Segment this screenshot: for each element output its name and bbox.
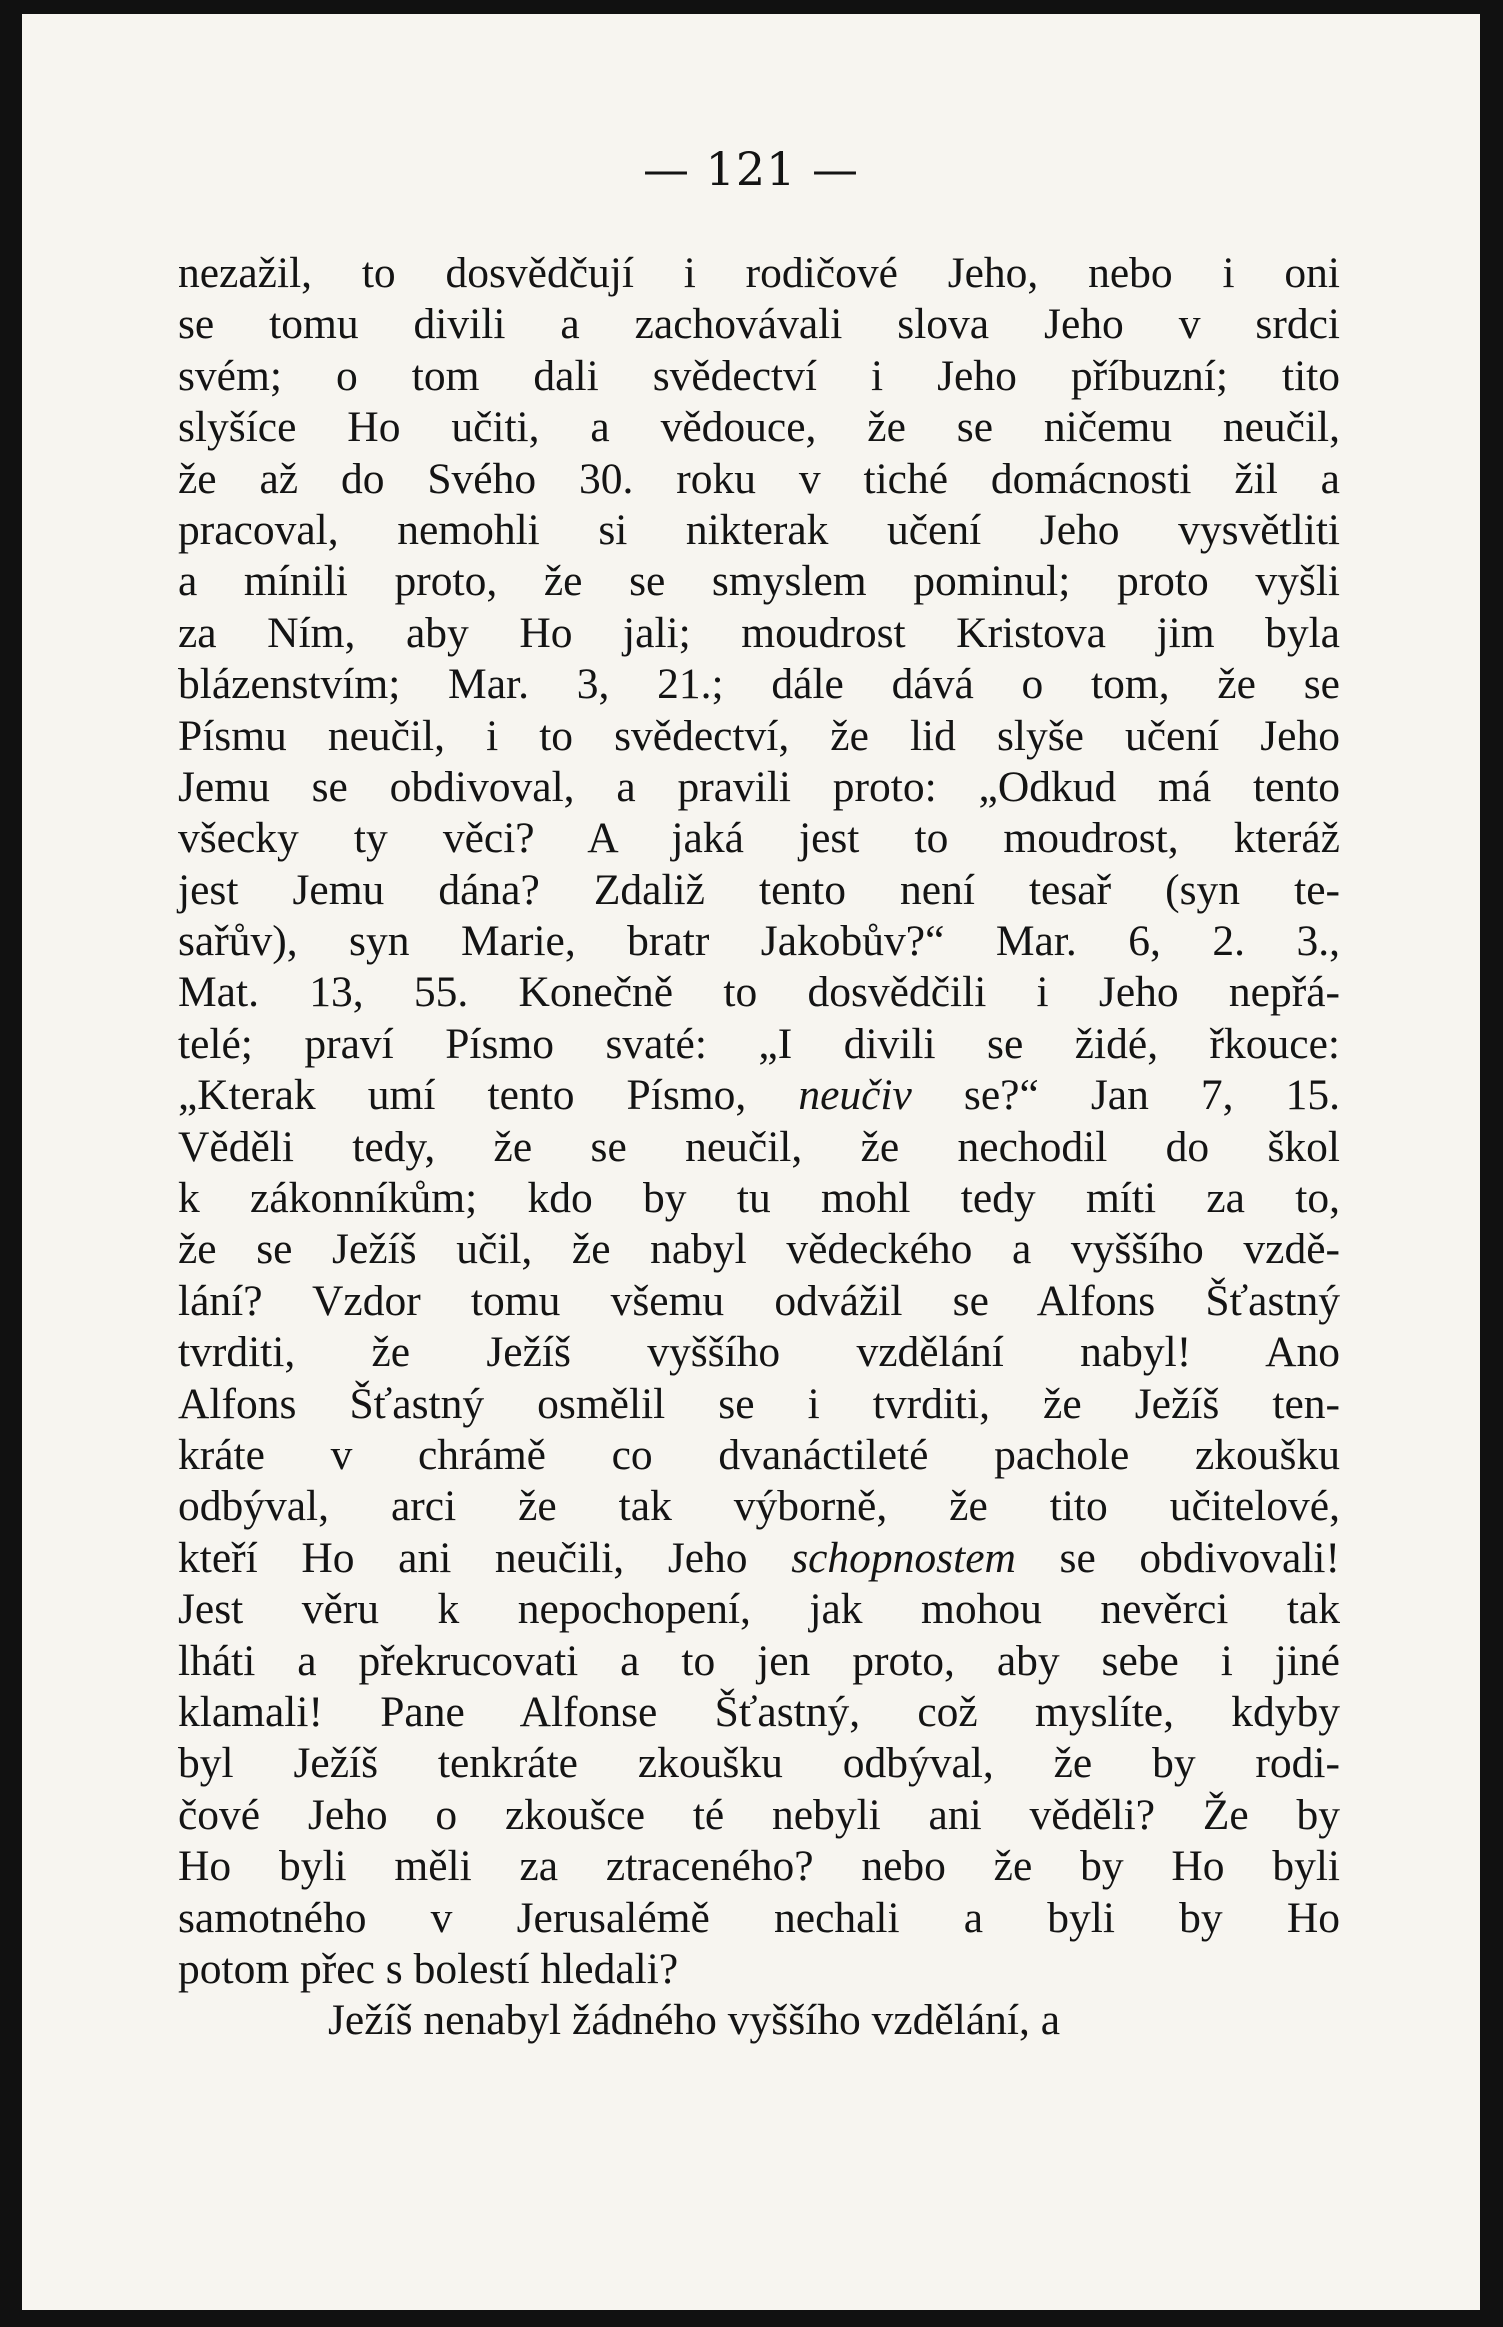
text-line: lháti a překrucovati a to jen proto, aby sebe i jiné bbox=[178, 1636, 1340, 1685]
text-line: Ježíš nenabyl žádného vyššího vzdělání, a bbox=[328, 1996, 1061, 2045]
text-line: jest Jemu dána? Zdaliž tento není tesař (syn te- bbox=[178, 865, 1340, 914]
page-number-header: — 121 — bbox=[642, 142, 860, 196]
text-line: potom přec s bolestí hledali? bbox=[178, 1944, 679, 1993]
text-line: „Kterak umí tento Písmo, neučiv se?“ Jan 7, 15. bbox=[178, 1071, 1340, 1120]
text-line: pracoval, nemohli si nikterak učení Jeho vysvětliti bbox=[178, 505, 1340, 554]
text-line: čové Jeho o zkoušce té nebyli ani věděli? Že by bbox=[178, 1790, 1340, 1839]
text-line: Ho byli měli za ztraceného? nebo že by Ho byli bbox=[178, 1842, 1340, 1891]
italic-word: schopnostem bbox=[791, 1533, 1016, 1582]
text-line: samotného v Jerusalémě nechali a byli by Ho bbox=[178, 1893, 1340, 1942]
book-page bbox=[22, 14, 1480, 2310]
text-line: za Ním, aby Ho jali; moudrost Kristova jim byla bbox=[178, 608, 1340, 657]
text-line: a mínili proto, že se smyslem pominul; proto vyšli bbox=[178, 557, 1340, 606]
text-line: se tomu divili a zachovávali slova Jeho v srdci bbox=[178, 300, 1340, 349]
body-text bbox=[178, 248, 1340, 2047]
text-line: k zákonníkům; kdo by tu mohl tedy míti za to, bbox=[178, 1174, 1340, 1223]
text-line: kteří Ho ani neučili, Jeho schopnostem se obdivovali! bbox=[178, 1533, 1340, 1582]
text-line: nezažil, to dosvědčují i rodičové Jeho, nebo i oni bbox=[178, 249, 1340, 297]
text-line: kráte v chrámě co dvanáctileté pachole zkoušku bbox=[178, 1430, 1340, 1479]
text-line: lání? Vzdor tomu všemu odvážil se Alfons Šťastný bbox=[178, 1276, 1340, 1325]
text-line: Písmu neučil, i to svědectví, že lid slyše učení Jeho bbox=[178, 711, 1340, 760]
text-line: blázenstvím; Mar. 3, 21.; dále dává o tom, že se bbox=[178, 660, 1340, 709]
text-line: že až do Svého 30. roku v tiché domácnosti žil a bbox=[178, 454, 1340, 503]
text-line: Alfons Šťastný osmělil se i tvrditi, že Ježíš ten- bbox=[178, 1379, 1340, 1428]
text-line: Jemu se obdivoval, a pravili proto: „Odkud má tento bbox=[178, 762, 1340, 811]
text-line: Věděli tedy, že se neučil, že nechodil do škol bbox=[178, 1122, 1340, 1171]
text-line: sařův), syn Marie, bratr Jakobův?“ Mar. 6, 2. 3., bbox=[178, 917, 1340, 966]
italic-word: neučiv bbox=[798, 1071, 912, 1120]
text-line: byl Ježíš tenkráte zkoušku odbýval, že by rodi- bbox=[178, 1739, 1340, 1788]
text-line: odbýval, arci že tak výborně, že tito učitelové, bbox=[178, 1482, 1340, 1531]
text-line: tvrditi, že Ježíš vyššího vzdělání nabyl! Ano bbox=[178, 1328, 1340, 1377]
text-line: telé; praví Písmo svaté: „I divili se židé, řkouce: bbox=[178, 1019, 1340, 1068]
text-line: Jest věru k nepochopení, jak mohou nevěrci tak bbox=[178, 1585, 1340, 1634]
text-line: slyšíce Ho učiti, a vědouce, že se ničemu neučil, bbox=[178, 403, 1340, 452]
text-line: svém; o tom dali svědectví i Jeho příbuzní; tito bbox=[178, 351, 1340, 400]
text-line: Mat. 13, 55. Konečně to dosvědčili i Jeho nepřá- bbox=[178, 968, 1340, 1017]
text-line: všecky ty věci? A jaká jest to moudrost, kteráž bbox=[178, 814, 1340, 863]
text-line: že se Ježíš učil, že nabyl vědeckého a vyššího vzdě- bbox=[178, 1225, 1340, 1274]
text-line: klamali! Pane Alfonse Šťastný, což myslíte, kdyby bbox=[178, 1687, 1340, 1736]
